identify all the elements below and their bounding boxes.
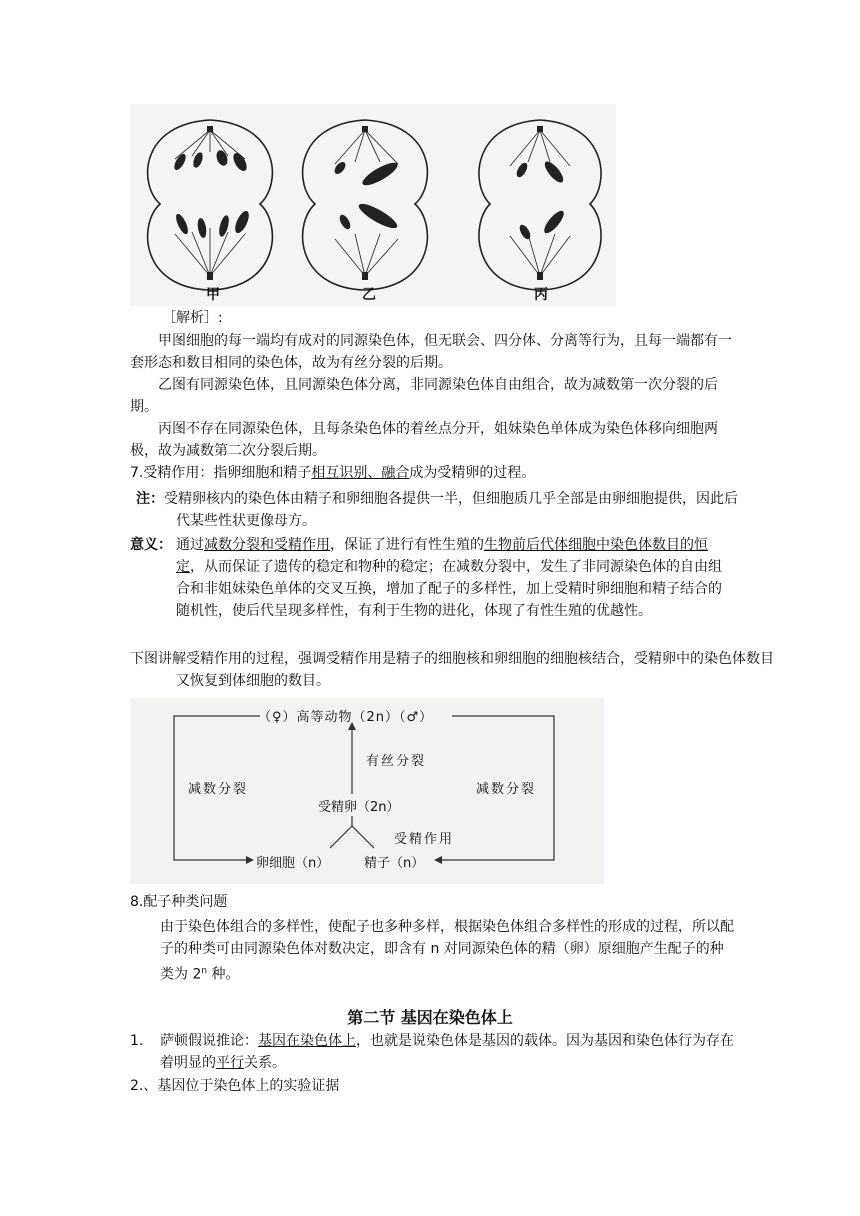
analysis-heading: ［解析］: <box>162 310 223 326</box>
analysis-yi: 乙图有同源染色体，且同源染色体分离，非同源染色体自由组合，故为减数第一次分裂的后期。 <box>130 377 718 415</box>
section8-body-a: 由于染色体组合的多样性，使配子也多种多样，根据染色体组合多样性的形成的过程，所以配子的种类可由同源染色体对数决定，即含有 n 对同源染色体的精（卵）原细胞产生配子的种类为 2 <box>160 919 734 983</box>
section8-body <box>160 916 734 986</box>
figure-label-jia: 甲 <box>206 287 220 303</box>
diagram-meiosis-right: 减数分裂 <box>476 782 537 797</box>
meaning-a: 通过 <box>176 537 204 553</box>
section8-sup: n <box>201 966 208 976</box>
item1-c: 关系。 <box>244 1055 286 1071</box>
fertilization-diagram <box>130 698 604 884</box>
meaning-underlined-1: 减数分裂和受精作用 <box>204 537 330 553</box>
note-text: 受精卵核内的染色体由精子和卵细胞各提供一半，但细胞质几乎全部是由卵细胞提供，因此后代某些性状更像母方。 <box>164 491 738 529</box>
section7-def-post: 成为受精卵的过程。 <box>409 465 536 481</box>
chapter-title: 第二节 基因在染色体上 <box>347 1008 513 1027</box>
item1-a: 萨顿假说推论： <box>160 1033 258 1049</box>
figure-label-bing: 丙 <box>534 287 548 303</box>
section7-def-pre: 7.受精作用：指卵细胞和精子 <box>130 465 312 481</box>
item1-b: ，也就是说染色体是基因的载体。因为基因和染色体行为存在着明显的 <box>160 1033 734 1071</box>
meaning-c: ，从而保证了遗传的稳定和物种的稳定；在减数分裂中，发生了非同源染色体的自由组合和非姐妹染色单体的交叉互换，增加了配子的多样性，加上受精时卵细胞和精子结合的随机性，使后代呈现多样性，有利于生物的进化，体现了有性生殖的优越性。 <box>176 559 722 619</box>
item1-underlined-2: 平行 <box>216 1055 244 1071</box>
diagram-sperm-label: 精子（n） <box>364 856 425 871</box>
diagram-mitosis-label: 有丝分裂 <box>366 754 427 769</box>
diagram-fertilization-label: 受精作用 <box>394 832 455 847</box>
diagram-egg-label: 卵细胞（n） <box>256 856 330 871</box>
diagram-top-label: （♀）高等动物（2n）（♂） <box>258 710 434 725</box>
figure-label-yi: 乙 <box>362 287 376 303</box>
section7-def-underlined: 相互识别、融合 <box>311 465 410 481</box>
item1-text <box>160 1030 734 1074</box>
item2-text: 2.、基因位于染色体上的实验证据 <box>130 1078 340 1094</box>
section7-definition <box>130 463 535 484</box>
section8-title: 8.配子种类问题 <box>130 894 228 910</box>
analysis-jia: 甲图细胞的每一端均有成对的同源染色体，但无联会、四分体、分离等行为，且每一端都有一套形态和数目相同的染色体，故为有丝分裂的后期。 <box>130 333 732 371</box>
cell-division-drawing <box>130 104 616 306</box>
item1-underlined-1: 基因在染色体上 <box>258 1033 356 1049</box>
meaning-b: ，保证了进行有性生殖的 <box>330 537 484 553</box>
diagram-zygote-label: 受精卵（2n） <box>318 800 400 815</box>
meaning-text <box>176 534 734 622</box>
meaning-label: 意义： <box>130 537 172 553</box>
cell-division-figure <box>130 104 616 306</box>
analysis-bing: 丙图不存在同源染色体，且每条染色体的着丝点分开，姐妹染色单体成为染色体移向细胞两极，故为减数第二次分裂后期。 <box>130 421 718 459</box>
meaning-underlined-2: 生物前后代体细胞中染色体数目的恒定 <box>176 537 708 575</box>
section8-body-b: 种。 <box>207 966 240 983</box>
diagram-intro: 下图讲解受精作用的过程，强调受精作用是精子的细胞核和卵细胞的细胞核结合，受精卵中的染色体数目又恢复到体细胞的数目。 <box>130 651 774 689</box>
item1-number: 1. <box>130 1033 144 1049</box>
cell-bing-outline <box>479 120 601 290</box>
diagram-meiosis-left: 减数分裂 <box>188 782 249 797</box>
note-label: 注： <box>136 491 164 507</box>
